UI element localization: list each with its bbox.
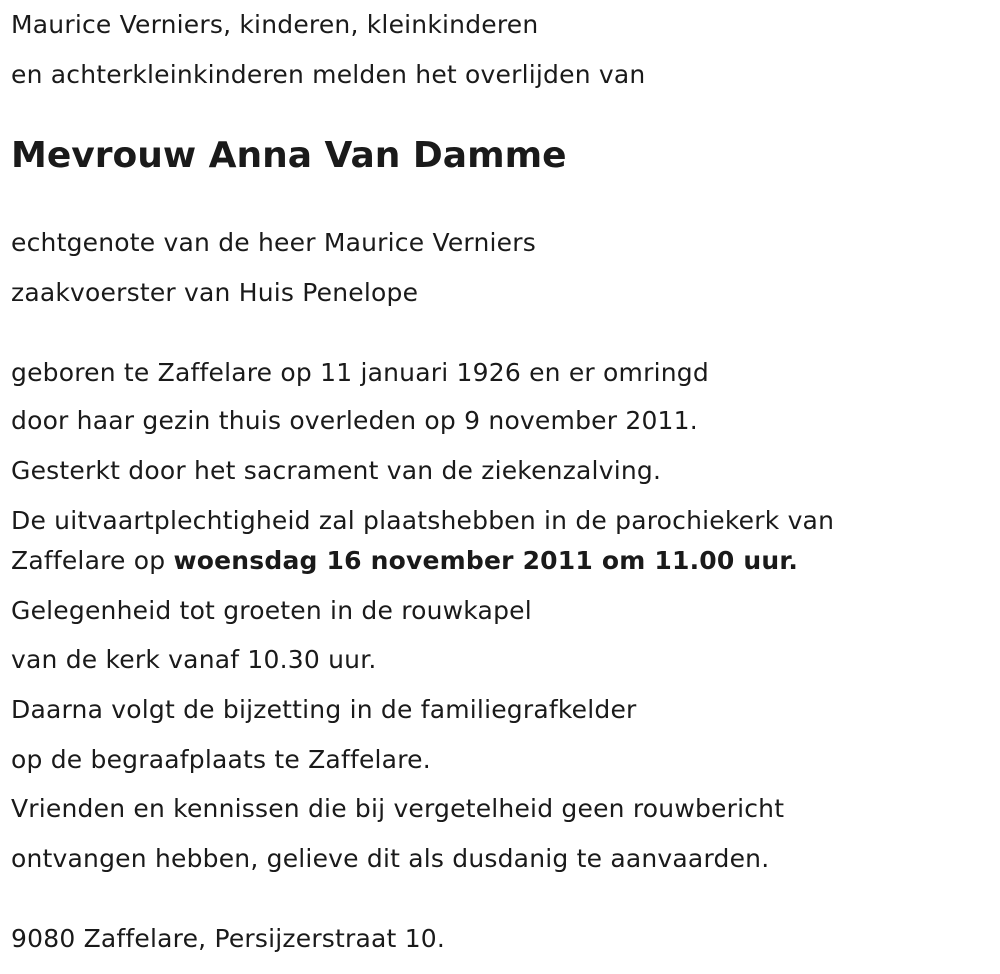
funeral-line-2 [11,546,798,576]
relation-line-1: echtgenote van de heer Maurice Verniers [11,228,536,257]
relation-line-2: zaakvoerster van Huis Penelope [11,278,419,307]
birth-line: geboren te Zaffelare op 11 januari 1926 en er omringd [11,358,709,387]
notice-line-2: ontvangen hebben, gelieve dit als dusdanig te aanvaarden. [11,844,770,873]
burial-line-2: op de begraafplaats te Zaffelare. [11,745,431,774]
death-line: door haar gezin thuis overleden op 9 november 2011. [11,406,698,435]
address-line: 9080 Zaffelare, Persijzerstraat 10. [11,924,446,953]
funeral-date-time: woensdag 16 november 2011 om 11.00 uur. [173,546,799,575]
deceased-name: Mevrouw Anna Van Damme [11,135,567,176]
funeral-line-1: De uitvaartplechtigheid zal plaatshebben in de parochiekerk van [11,506,835,535]
sacrament-line: Gesterkt door het sacrament van de ziekenzalving. [11,456,662,485]
burial-line-1: Daarna volgt de bijzetting in de familiegrafkelder [11,695,637,724]
notice-line-1: Vrienden en kennissen die bij vergetelheid geen rouwbericht [11,794,785,823]
intro-line-2: en achterkleinkinderen melden het overlijden van [11,60,646,89]
funeral-line-2-prefix: Zaffelare op [11,546,174,575]
greeting-line-1: Gelegenheid tot groeten in de rouwkapel [11,596,532,625]
intro-line-1: Maurice Verniers, kinderen, kleinkinderen [11,10,539,39]
greeting-line-2: van de kerk vanaf 10.30 uur. [11,645,377,674]
